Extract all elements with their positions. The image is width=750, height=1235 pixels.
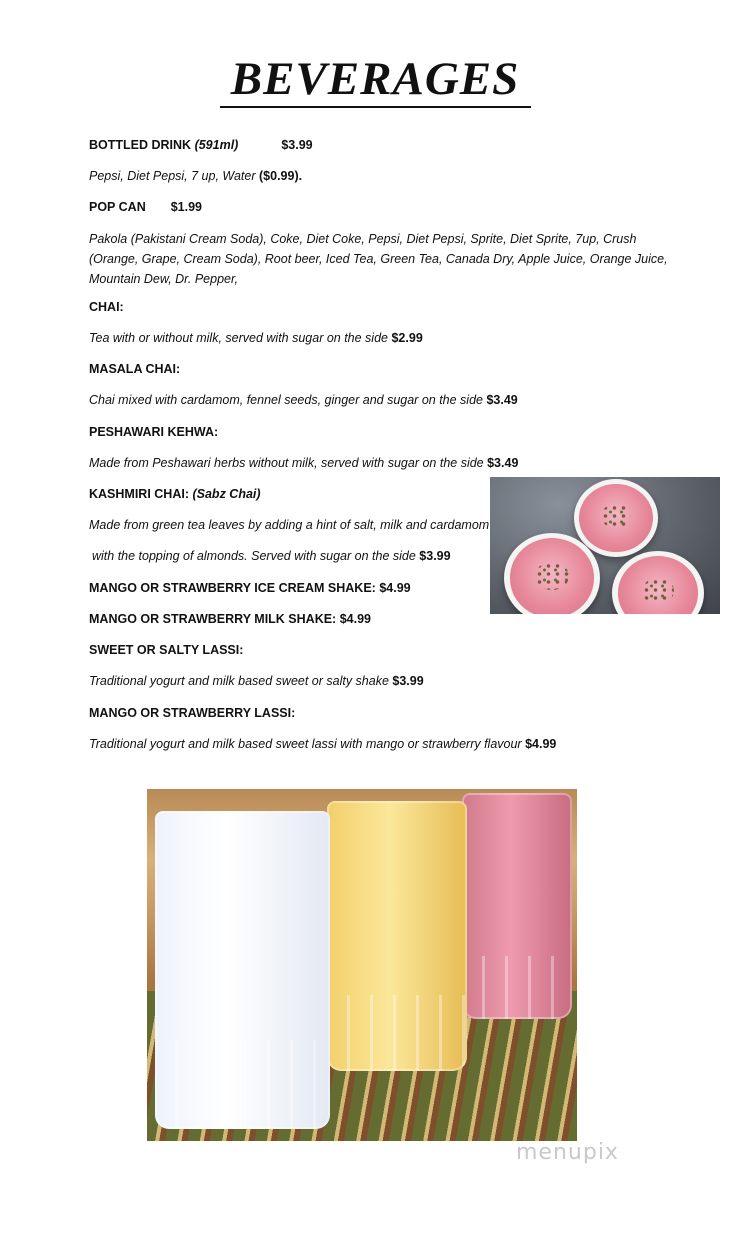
- kashmiri-chai-subtitle: (Sabz Chai): [192, 487, 261, 501]
- lassi-heading: SWEET OR SALTY LASSI:: [89, 643, 244, 657]
- lassi-price: $3.99: [392, 674, 424, 688]
- milk-shake-price: $4.99: [339, 612, 371, 626]
- ice-cream-shake-heading: [89, 578, 411, 598]
- kashmiri-desc-text: with the topping of almonds. Served with sugar on the side: [92, 549, 416, 563]
- chai-heading: CHAI:: [89, 300, 124, 314]
- tea-cup: [612, 551, 704, 614]
- kashmiri-chai-heading: [89, 484, 261, 504]
- kashmiri-chai-price: $3.99: [419, 549, 451, 563]
- masala-chai-desc-text: Chai mixed with cardamom, fennel seeds, ginger and sugar on the side: [89, 393, 483, 407]
- kashmiri-chai-photo: [490, 477, 720, 614]
- sweet-lassi-glass: [155, 811, 330, 1129]
- pop-can-description: Pakola (Pakistani Cream Soda), Coke, Diet Coke, Pepsi, Diet Pepsi, Sprite, Diet Sprite, 7up, Crush (Orange, Grape, Cream Soda), Root beer, Iced Tea, Green Tea, Canada Dry, Apple Juice, Orange Juice, Mountain Dew, Dr. Pepper,: [89, 232, 668, 286]
- ice-cream-shake-price: $4.99: [379, 581, 411, 595]
- page-title: BEVERAGES: [230, 53, 520, 105]
- peshawari-kehwa-description: [89, 453, 518, 473]
- mango-lassi-glass: [327, 801, 467, 1071]
- bottled-drink-heading: [89, 135, 313, 155]
- fruit-lassi-heading: MANGO OR STRAWBERRY LASSI:: [89, 706, 296, 720]
- kehwa-desc-text: Made from Peshawari herbs without milk, served with sugar on the side: [89, 456, 484, 470]
- bottled-drink-name: BOTTLED DRINK: [89, 138, 192, 152]
- pop-can-price: $1.99: [170, 200, 202, 214]
- masala-chai-heading: MASALA CHAI:: [89, 362, 181, 376]
- kashmiri-chai-description-line2: [92, 546, 451, 566]
- milk-shake-name: MANGO OR STRAWBERRY MILK SHAKE:: [89, 612, 337, 626]
- chai-price: $2.99: [391, 331, 423, 345]
- chai-desc-text: Tea with or without milk, served with sugar on the side: [89, 331, 388, 345]
- fruit-lassi-price: $4.99: [525, 737, 557, 751]
- masala-chai-description: [89, 390, 518, 410]
- tea-cup: [574, 479, 658, 557]
- milk-shake-heading: [89, 609, 371, 629]
- tea-cup: [504, 533, 600, 614]
- lassi-glasses-photo: [147, 789, 577, 1141]
- pop-can-name: POP CAN: [89, 200, 146, 214]
- ice-cream-shake-name: MANGO OR STRAWBERRY ICE CREAM SHAKE:: [89, 581, 376, 595]
- bottled-drink-description: [89, 166, 302, 186]
- lassi-desc-text: Traditional yogurt and milk based sweet or salty shake: [89, 674, 389, 688]
- lassi-description: [89, 671, 424, 691]
- bottled-drink-price: $3.99: [281, 138, 313, 152]
- strawberry-lassi-glass: [462, 793, 572, 1019]
- kehwa-price: $3.49: [487, 456, 519, 470]
- fruit-lassi-desc-text: Traditional yogurt and milk based sweet lassi with mango or strawberry flavour: [89, 737, 522, 751]
- chai-description: [89, 328, 423, 348]
- peshawari-kehwa-heading: PESHAWARI KEHWA:: [89, 425, 219, 439]
- water-price: ($0.99).: [259, 169, 303, 183]
- fruit-lassi-description: [89, 734, 556, 754]
- bottled-drink-list: Pepsi, Diet Pepsi, 7 up, Water: [89, 169, 256, 183]
- kashmiri-chai-name: KASHMIRI CHAI:: [89, 487, 189, 501]
- pop-can-heading: [89, 197, 202, 217]
- menupix-watermark: menupix: [516, 1140, 619, 1165]
- title-underline: [220, 106, 531, 108]
- bottled-drink-size: (591ml): [194, 138, 239, 152]
- masala-chai-price: $3.49: [486, 393, 518, 407]
- kashmiri-chai-description-line1: Made from green tea leaves by adding a hint of salt, milk and cardamom: [89, 518, 490, 532]
